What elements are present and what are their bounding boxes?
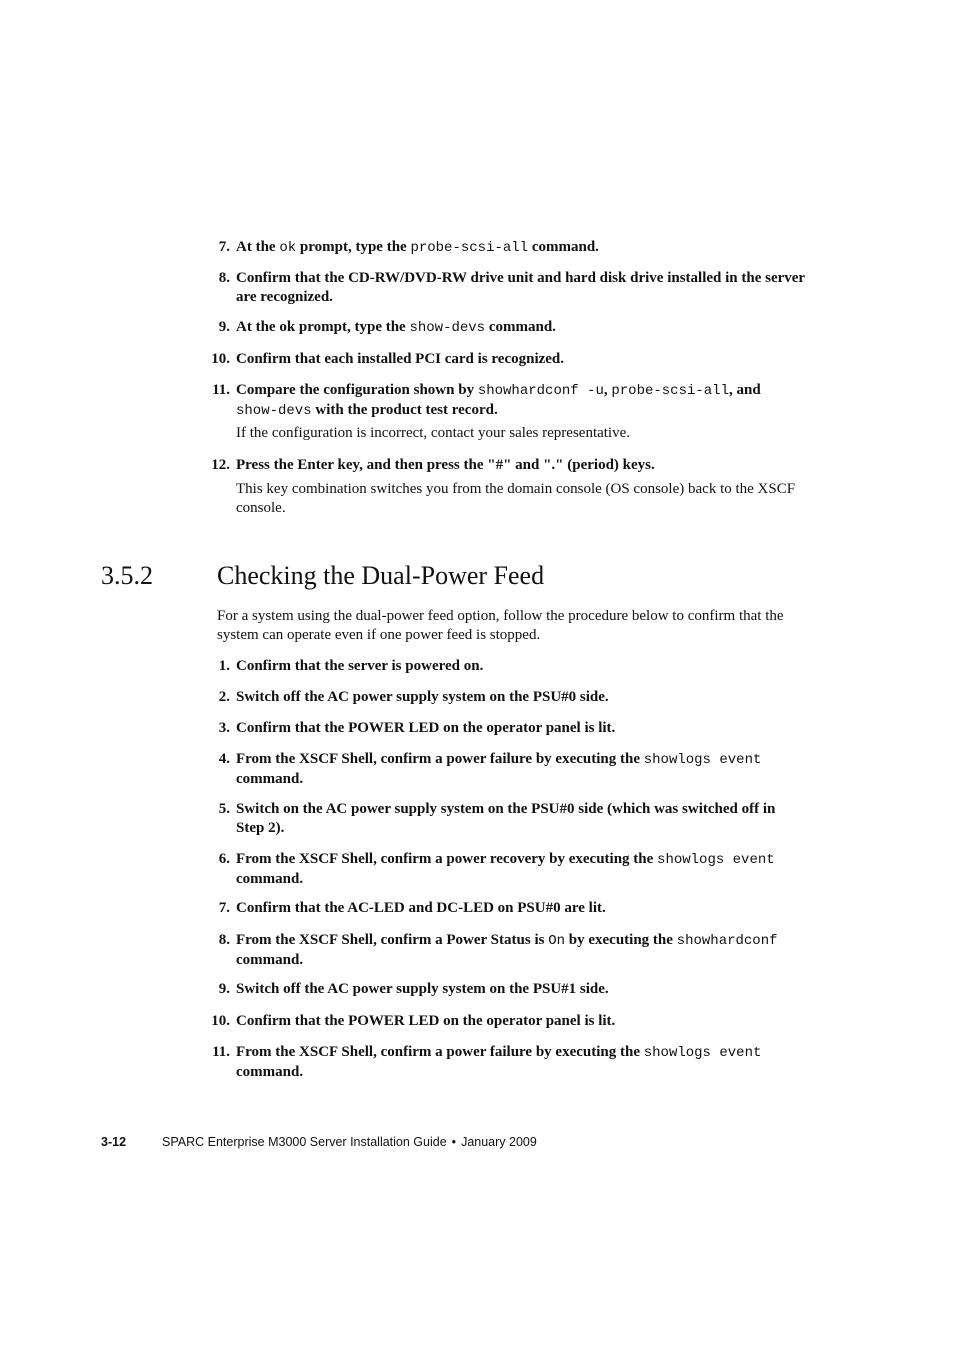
step-number: 10. [211,351,230,367]
step-number: 8. [218,270,230,286]
step-text: From the XSCF Shell, confirm a Power Status is [236,932,549,948]
inline-code: showlogs event [643,1045,762,1061]
step-number: 10. [211,1013,230,1029]
step-text: At the ok prompt, type the [236,319,410,335]
section-intro: For a system using the dual-power feed option, follow the procedure below to confirm that the system can operate even if one power feed is stopped. [217,608,784,643]
step-text: command. [236,770,304,787]
step-text: command. [236,951,304,968]
step-text: Confirm that the server is powered on. [236,658,484,674]
step-item [218,719,806,738]
step-item [218,688,806,707]
step-text: with the product test record. [311,401,498,418]
footer-title: SPARC Enterprise M3000 Server Installation Guide [162,1135,447,1149]
step-text: At the [236,239,280,255]
step-item [218,750,806,788]
step-number: 9. [218,981,230,997]
step-item [218,269,806,306]
step-item [218,238,806,258]
step-number: 7. [218,239,230,255]
step-text: From the XSCF Shell, confirm a power recovery by executing the [236,851,658,867]
step-text: Confirm that the CD-RW/DVD-RW drive unit and hard disk drive installed in the server are recognized. [236,270,805,305]
step-item [218,850,806,888]
step-number: 5. [218,801,230,817]
step-text: Switch off the AC power supply system on the PSU#0 side. [236,689,609,705]
step-item [218,657,806,676]
inline-code: show-devs [409,320,486,336]
inline-code: ok [279,240,297,256]
step-number: 7. [218,900,230,916]
step-text: command. [236,1063,304,1080]
section-title: Checking the Dual-Power Feed [217,561,545,590]
inline-code: showhardconf [676,933,778,949]
step-item [211,456,806,475]
section-number: 3.5.2 [101,561,153,590]
inline-code: showlogs event [643,752,762,768]
step-item [218,318,806,338]
step-text: Confirm that the POWER LED on the operator panel is lit. [236,720,616,736]
step-number: 12. [211,457,230,473]
step-text: by executing the [565,932,677,948]
step-item [211,1012,806,1031]
step-note: If the configuration is incorrect, contact your sales representative. [236,425,631,441]
step-text: From the XSCF Shell, confirm a power failure by executing the [236,751,644,767]
step-item [218,800,806,837]
step-number: 11. [212,382,230,398]
step-text: , [603,382,612,398]
step-number: 6. [218,851,230,867]
footer-date: January 2009 [461,1135,537,1149]
inline-code: showlogs event [657,852,775,868]
step-text: Confirm that the AC-LED and DC-LED on PSU#0 are lit. [236,900,606,916]
inline-code: probe-scsi-all [410,240,529,256]
step-number: 4. [218,751,230,767]
inline-code: showhardconf -u [477,383,604,399]
page-number: 3-12 [101,1135,127,1149]
inline-code: probe-scsi-all [611,383,729,399]
step-number: 9. [218,319,230,335]
step-text: command. [236,870,304,887]
step-text: , and [728,382,761,398]
step-text: Compare the configuration shown by [236,382,478,398]
step-item [218,931,806,969]
step-number: 11. [212,1044,230,1060]
step-item [212,381,806,420]
inline-code: On [548,933,566,949]
step-text: Confirm that the POWER LED on the operator panel is lit. [236,1013,616,1029]
step-text: From the XSCF Shell, confirm a power failure by executing the [236,1044,644,1060]
step-text: command. [485,319,556,335]
step-text: Switch on the AC power supply system on the PSU#0 side (which was switched off in Step 2). [236,801,776,836]
inline-code: show-devs [236,402,312,419]
step-text: prompt, type the [296,239,411,255]
step-text: Switch off the AC power supply system on the PSU#1 side. [236,981,609,997]
step-item [218,899,806,918]
step-note: This key combination switches you from the domain console (OS console) back to the XSCF console. [236,481,796,516]
footer-bullet: • [451,1135,457,1149]
step-item [218,980,806,999]
step-item [212,1043,806,1081]
step-text: command. [528,239,599,255]
step-number: 3. [218,720,230,736]
page-footer [101,1134,537,1150]
step-number: 8. [218,932,230,948]
step-number: 2. [218,689,230,705]
step-number: 1. [218,658,230,674]
step-text: Confirm that each installed PCI card is recognized. [236,351,565,367]
step-item [211,350,806,369]
step-text: Press the Enter key, and then press the "#" and "." (period) keys. [236,457,655,473]
